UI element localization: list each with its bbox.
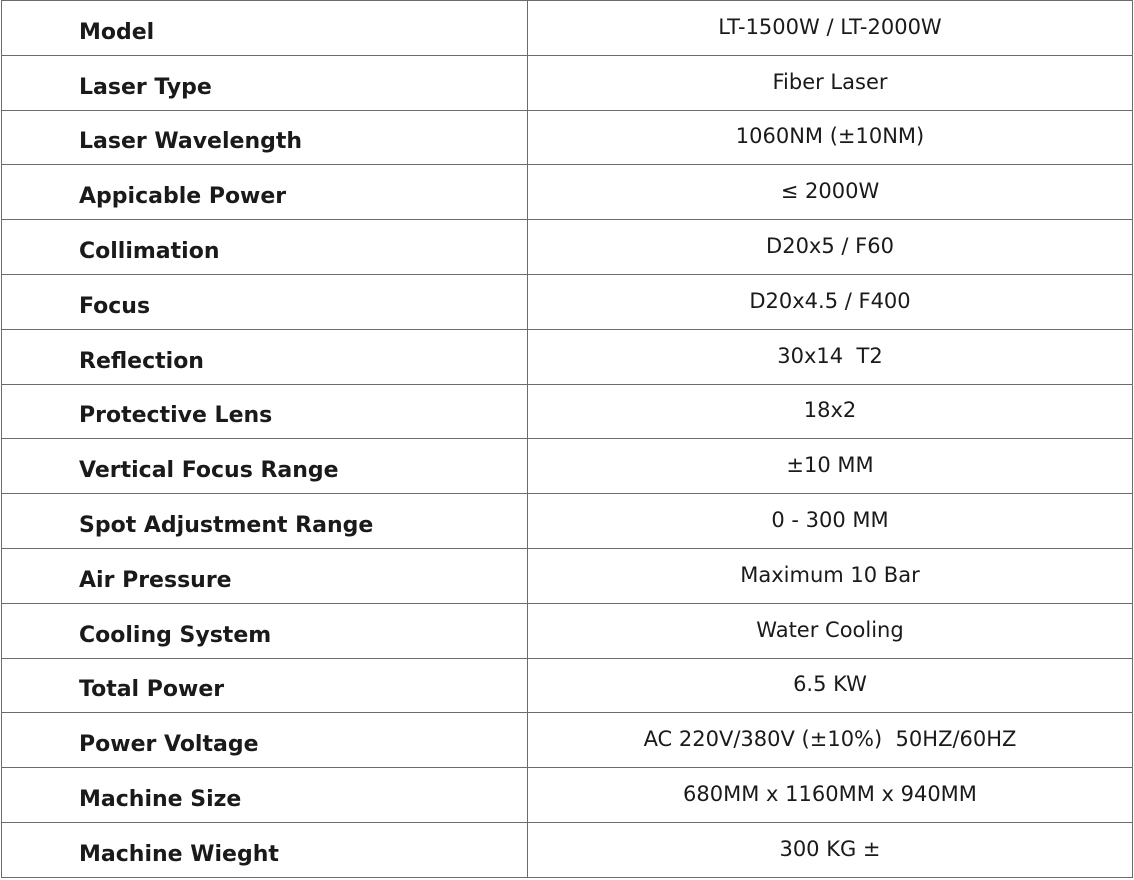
- row-label: Air Pressure: [2, 548, 528, 603]
- row-value: D20x4.5 / F400: [528, 274, 1133, 329]
- table-row: [2, 822, 1133, 877]
- table-row: [2, 329, 1133, 384]
- table-row: [2, 1, 1133, 56]
- row-label: Appicable Power: [2, 165, 528, 220]
- table-row: [2, 384, 1133, 439]
- table-row: [2, 220, 1133, 275]
- table-row: [2, 165, 1133, 220]
- row-label: Laser Type: [2, 55, 528, 110]
- row-label: Reflection: [2, 329, 528, 384]
- spec-table-body: [2, 1, 1133, 878]
- row-value: AC 220V/380V (±10%) 50HZ/60HZ: [528, 713, 1133, 768]
- row-value: 6.5 KW: [528, 658, 1133, 713]
- row-value: 30x14 T2: [528, 329, 1133, 384]
- row-label: Model: [2, 1, 528, 56]
- row-label: Vertical Focus Range: [2, 439, 528, 494]
- row-value: ≤ 2000W: [528, 165, 1133, 220]
- row-value: 0 - 300 MM: [528, 494, 1133, 549]
- row-label: Spot Adjustment Range: [2, 494, 528, 549]
- row-label: Protective Lens: [2, 384, 528, 439]
- row-value: Water Cooling: [528, 603, 1133, 658]
- row-label: Collimation: [2, 220, 528, 275]
- row-label: Laser Wavelength: [2, 110, 528, 165]
- row-label: Machine Wieght: [2, 822, 528, 877]
- row-value: 1060NM (±10NM): [528, 110, 1133, 165]
- row-label: Cooling System: [2, 603, 528, 658]
- row-label: Total Power: [2, 658, 528, 713]
- spec-table: [1, 0, 1133, 878]
- row-value: ±10 MM: [528, 439, 1133, 494]
- table-row: [2, 603, 1133, 658]
- row-value: 680MM x 1160MM x 940MM: [528, 768, 1133, 823]
- row-value: 300 KG ±: [528, 822, 1133, 877]
- row-label: Focus: [2, 274, 528, 329]
- row-value: 18x2: [528, 384, 1133, 439]
- table-row: [2, 658, 1133, 713]
- table-row: [2, 55, 1133, 110]
- table-row: [2, 110, 1133, 165]
- row-value: Maximum 10 Bar: [528, 548, 1133, 603]
- row-value: D20x5 / F60: [528, 220, 1133, 275]
- table-row: [2, 494, 1133, 549]
- row-label: Machine Size: [2, 768, 528, 823]
- row-label: Power Voltage: [2, 713, 528, 768]
- row-value: Fiber Laser: [528, 55, 1133, 110]
- table-row: [2, 713, 1133, 768]
- table-row: [2, 439, 1133, 494]
- table-row: [2, 548, 1133, 603]
- table-row: [2, 274, 1133, 329]
- table-row: [2, 768, 1133, 823]
- row-value: LT-1500W / LT-2000W: [528, 1, 1133, 56]
